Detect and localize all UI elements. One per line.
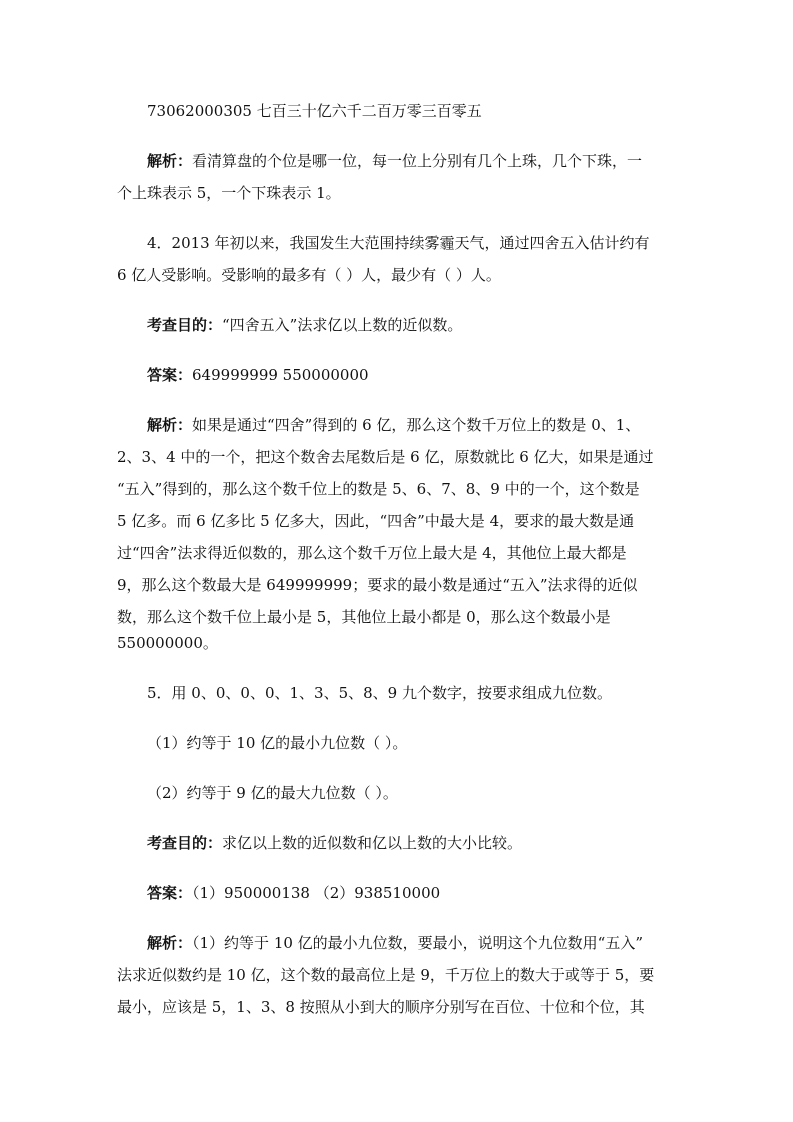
line-text: 9，那么这个数最大是 649999999；要求的最小数是通过“五入”法求得的近似 <box>117 576 638 594</box>
text-line <box>117 606 611 628</box>
text-line <box>117 510 634 532</box>
line-text: （1）约等于 10 亿的最小九位数，要最小，说明这个九位数用“五入” <box>192 934 644 952</box>
line-text: 649999999 550000000 <box>192 366 369 384</box>
text-line <box>117 264 501 286</box>
line-text: （1）约等于 10 亿的最小九位数（ ）。 <box>147 734 408 752</box>
text-line <box>117 964 654 986</box>
line-text: 求亿以上数的近似数和亿以上数的大小比较。 <box>222 834 523 852</box>
line-text: 550000000。 <box>117 634 218 652</box>
answer-label: 答案： <box>147 366 193 384</box>
text-line <box>117 632 218 654</box>
text-line <box>117 478 640 500</box>
line-text: 个上珠表示 5，一个下珠表示 1。 <box>117 184 341 202</box>
question-4 <box>147 232 650 254</box>
purpose-label: 考查目的： <box>147 834 223 852</box>
line-text: （2）约等于 9 亿的最大九位数（ ）。 <box>147 784 398 802</box>
line-text: 4．2013 年初以来，我国发生大范围持续雾霾天气，通过四舍五入估计约有 <box>147 234 650 252</box>
answer-text <box>147 100 482 122</box>
line-text: 法求近似数约是 10 亿，这个数的最高位上是 9，千万位上的数大于或等于 5，要 <box>117 966 655 984</box>
sub-question-2 <box>147 782 398 804</box>
line-text: 5 亿多。而 6 亿多比 5 亿多大，因此，“四舍”中最大是 4，要求的最大数是通 <box>117 512 635 530</box>
answer-paragraph <box>147 882 440 904</box>
line-text: （1）950000138 （2）938510000 <box>192 884 441 902</box>
line-text: 过“四舍”法求得近似数的，那么这个数千万位上最大是 4，其他位上最大都是 <box>117 544 627 562</box>
line-text: 2、3、4 中的一个，把这个数舍去尾数后是 6 亿，原数就比 6 亿大，如果是通过 <box>117 448 654 466</box>
line-text: 最小，应该是 5，1、3、8 按照从小到大的顺序分别写在百位、十位和个位，其 <box>117 998 645 1016</box>
answer-paragraph <box>147 364 369 386</box>
line-text: 6 亿人受影响。受影响的最多有（ ）人，最少有（ ）人。 <box>117 266 501 284</box>
line-text: “四舍五入”法求亿以上数的近似数。 <box>222 316 463 334</box>
text-line <box>117 182 341 204</box>
line-text: 5．用 0、0、0、0、1、3、5、8、9 九个数字，按要求组成九位数。 <box>147 684 612 702</box>
text-line <box>117 996 645 1018</box>
line-text: 如果是通过“四舍”得到的 6 亿，那么这个数千万位上的数是 0、1、 <box>192 416 641 434</box>
line-text: “五入”得到的，那么这个数千位上的数是 5、6、7、8、9 中的一个，这个数是 <box>117 480 640 498</box>
text-line <box>117 574 638 596</box>
text-line <box>117 446 654 468</box>
line-text: 数，那么这个数千位上最小是 5，其他位上最小都是 0，那么这个数最小是 <box>117 608 611 626</box>
question-5 <box>147 682 612 704</box>
analysis-label: 解析： <box>147 152 193 170</box>
sub-question-1 <box>147 732 407 754</box>
analysis-paragraph <box>147 414 640 436</box>
purpose-label: 考查目的： <box>147 316 223 334</box>
line-text: 73062000305 七百三十亿六千二百万零三百零五 <box>147 102 482 120</box>
purpose-paragraph <box>147 314 462 336</box>
analysis-paragraph <box>147 150 642 172</box>
analysis-paragraph <box>147 932 643 954</box>
analysis-label: 解析： <box>147 416 193 434</box>
analysis-label: 解析： <box>147 934 193 952</box>
purpose-paragraph <box>147 832 522 854</box>
line-text: 看清算盘的个位是哪一位，每一位上分别有几个上珠，几个下珠，一 <box>192 152 643 170</box>
text-line <box>117 542 627 564</box>
answer-label: 答案： <box>147 884 193 902</box>
